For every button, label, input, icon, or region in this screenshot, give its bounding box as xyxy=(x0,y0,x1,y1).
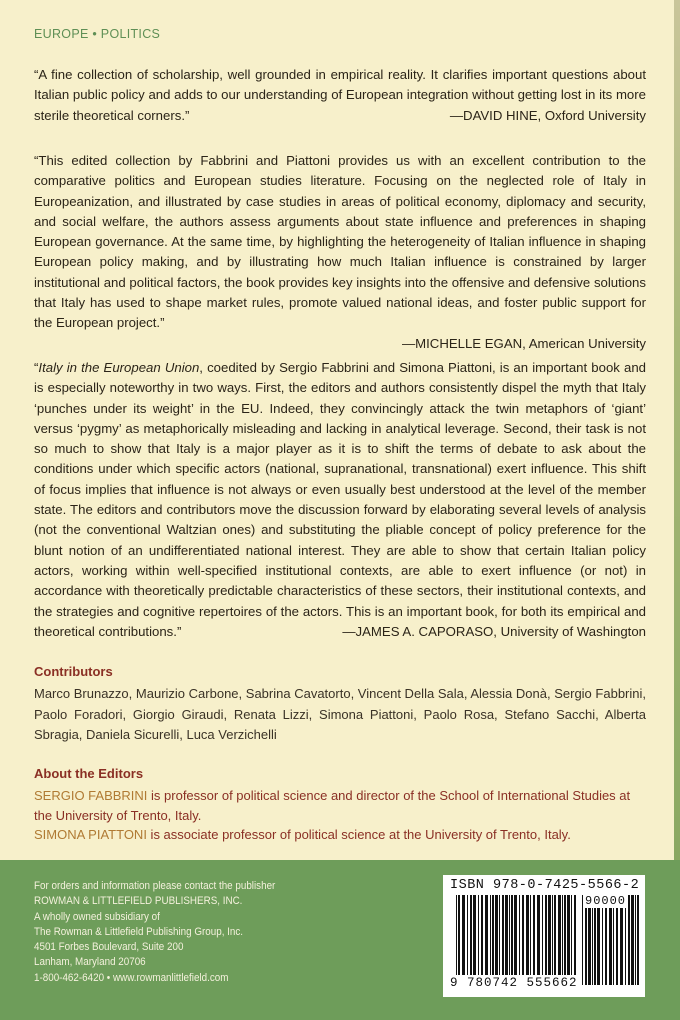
barcode-bar xyxy=(545,895,547,975)
ean-barcode xyxy=(455,895,577,987)
contributors-heading: Contributors xyxy=(34,664,113,679)
blurb-text: “This edited collection by Fabbrini and Piattoni provides us with an excellent contribution to the comparative politics and European studies literature. Focusing on the neglected role of Italy in Europeanization, and illustrated by case studies in areas of political economy, diplomacy and security, and social welfare, the authors assess arguments about state influence and preferences in shaping European governance. At the same time, by highlighting the heterogeneity of Italian influence in shaping European policy making, and by illustrating how much Italian influence is constrained by larger institutional and political factors, the book provides key insights into the offensive and defensive solutions that Italy has used to shape market rules, promote valued national ideas, and foster public support for the European project.” xyxy=(34,153,646,331)
ean-number: 9 780742 555662 xyxy=(450,976,578,990)
barcode-bar xyxy=(481,895,483,975)
addon-bar xyxy=(631,895,634,985)
barcode-bar xyxy=(574,895,576,975)
addon-bar xyxy=(602,895,603,985)
blurb-attribution: —DAVID HINE, Oxford University xyxy=(449,107,646,123)
addon-bar xyxy=(594,895,596,985)
addon-number: 90000 xyxy=(585,894,627,908)
editor-bio xyxy=(34,786,646,825)
barcode-bar xyxy=(467,895,468,975)
blurb-text: , coedited by Sergio Fabbrini and Simona Piattoni, is an important book and is especially noteworthy in two ways. First, the editors and authors consistently dispel the myth that Italy ‘punches under its weight’ in the EU. Indeed, they convincingly attack the twin metaphors of ‘giant’ versus ‘pygmy’ as metaphorically misleading and lacking in analytical leverage. Second, their task is not so much to show that Italy is a major player as it is to shift the terms of debate to ask about the conditions under which specific actors (national, supranational, transnational) exert influence. This shift of focus implies that influence is not always or even usually best understood at the level of the member state. The editors and contributors move the discussion forward by elaborating several levels of analysis (not the conventional Waltzian ones) and substituting the pliable concept of policy preference for the blunt notion of an undifferentiated national interest. They are able to show that certain Italian policy actors, working within well-specified institutional contexts, are able to exert influence (or not) in accordance with theoretically predictable characteristics of these sectors, their institutional contexts, and the strategies and cognitive repertoires of the actors. This is an important book, for both its empirical and theoretical contributions.” xyxy=(34,360,646,639)
addon-bar xyxy=(628,895,630,985)
publisher-line: Lanham, Maryland 20706 xyxy=(34,956,146,969)
addon-bar xyxy=(625,895,626,985)
barcode-bar xyxy=(511,895,513,975)
blurb-quote-3 xyxy=(34,358,646,642)
publisher-line: A wholly owned subsidiary of xyxy=(34,910,160,923)
blurb-quote-2 xyxy=(34,151,646,354)
addon-bar xyxy=(597,895,600,985)
addon-bar xyxy=(592,895,593,985)
publisher-line: 4501 Forbes Boulevard, Suite 200 xyxy=(34,941,184,954)
barcode-bar xyxy=(567,895,570,975)
publisher-line: The Rowman & Littlefield Publishing Group, Inc. xyxy=(34,925,244,938)
editor-bio xyxy=(34,825,646,845)
barcode-bar xyxy=(519,895,520,975)
barcode-bar xyxy=(526,895,529,975)
barcode-bar xyxy=(458,895,460,975)
addon-bar xyxy=(585,895,587,985)
barcode-bar xyxy=(470,895,472,975)
barcode-bar xyxy=(537,895,540,975)
barcode-bar xyxy=(554,895,556,975)
publisher-line: ROWMAN & LITTLEFIELD PUBLISHERS, INC. xyxy=(34,895,243,908)
barcode-bar xyxy=(495,895,498,975)
book-title: Italy in the European Union xyxy=(38,360,200,375)
blurb-text: “A fine collection of scholarship, well grounded in empirical reality. It clarifies important questions about Italian public policy and adds to our understanding of European integration without getting lost in its more sterile theoretical corners.” xyxy=(34,67,646,123)
barcode-bar xyxy=(552,895,553,975)
cover-edge-strip xyxy=(674,0,680,860)
publisher-line: For orders and information please contact the publisher xyxy=(34,880,276,892)
editor-bio-text: is associate professor of political science at the University of Trento, Italy. xyxy=(146,827,571,842)
blurb-quote-1 xyxy=(34,65,646,126)
barcode-bar xyxy=(542,895,543,975)
category-label: EUROPE • POLITICS xyxy=(34,27,161,41)
barcode-bar xyxy=(514,895,517,975)
editors-heading: About the Editors xyxy=(34,766,144,781)
editor-name: SERGIO FABBRINI xyxy=(34,788,148,803)
addon-bar xyxy=(620,895,623,985)
barcode-bar xyxy=(571,895,572,975)
editor-name: SIMONA PIATTONI xyxy=(34,827,147,842)
barcode-bar xyxy=(564,895,566,975)
addon-barcode xyxy=(581,895,641,987)
addon-bar xyxy=(582,895,583,985)
publisher-line: 1-800-462-6420 • www.rowmanlittlefield.com xyxy=(34,971,229,984)
blurb-attribution: —MICHELLE EGAN, American University xyxy=(401,335,646,351)
barcode-bar xyxy=(558,895,561,975)
barcode-bar xyxy=(502,895,504,975)
barcode-bar xyxy=(499,895,500,975)
barcode-bar xyxy=(509,895,510,975)
addon-bar xyxy=(637,895,639,985)
barcode-bar xyxy=(462,895,465,975)
publisher-info xyxy=(34,879,275,986)
addon-bar xyxy=(616,895,618,985)
barcode-bar xyxy=(492,895,494,975)
blurb-attribution: —JAMES A. CAPORASO, University of Washington xyxy=(342,623,646,639)
barcode-bar xyxy=(478,895,479,975)
barcode-bar xyxy=(533,895,535,975)
isbn-label: ISBN 978-0-7425-5566-2 xyxy=(450,878,640,893)
barcode-bar xyxy=(562,895,563,975)
editor-bio-text: is professor of political science and director of the School of International Studies at the University of Trento, Italy. xyxy=(34,788,631,823)
barcode-bar xyxy=(473,895,476,975)
addon-bar xyxy=(613,895,614,985)
addon-bar xyxy=(605,895,607,985)
addon-bar xyxy=(588,895,591,985)
addon-bar xyxy=(609,895,612,985)
addon-bar xyxy=(635,895,636,985)
barcode-bar xyxy=(548,895,551,975)
barcode-bar xyxy=(530,895,531,975)
barcode-bar xyxy=(505,895,508,975)
blurb-open-quote: “ xyxy=(34,360,39,375)
contributors-list: Marco Brunazzo, Maurizio Carbone, Sabrina Cavatorto, Vincent Della Sala, Alessia Donà, Sergio Fabbrini, Paolo Foradori, Giorgio Giraudi, Renata Lizzi, Simona Piattoni, Paolo Rosa, Stefano Sacchi, Alberta Sbragia, Daniela Sicurelli, Luca Verzichelli xyxy=(34,686,646,742)
barcode-bar xyxy=(522,895,524,975)
barcode-bar xyxy=(490,895,491,975)
barcode-bar xyxy=(485,895,488,975)
barcode-bar xyxy=(456,895,457,975)
